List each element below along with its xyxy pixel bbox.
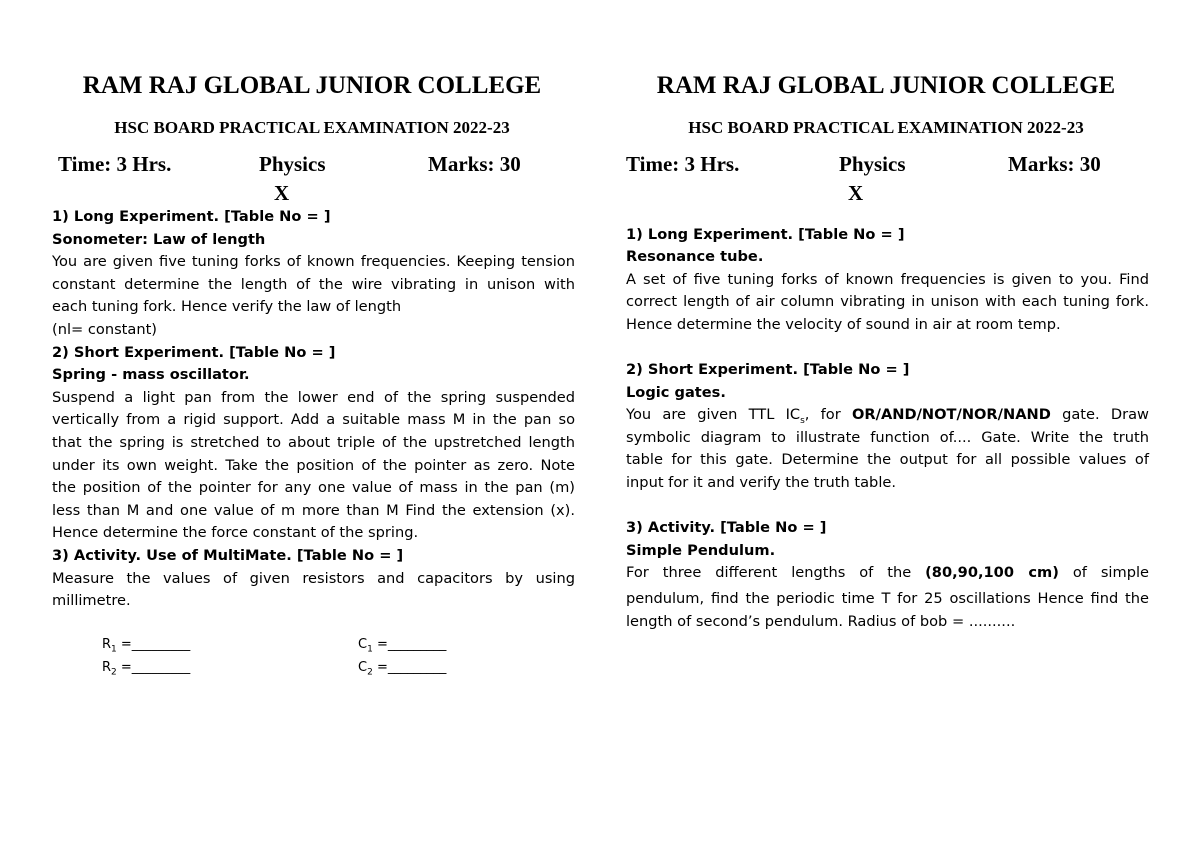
q1-title: Resonance tube. — [626, 248, 764, 265]
c2-blank: =_________ — [372, 660, 447, 675]
q3-text-part: of simple — [1058, 564, 1149, 581]
subject-mark-x: X — [848, 181, 864, 205]
q3-heading-part: . [Table No = ] — [286, 547, 404, 564]
resistor-r1-field — [102, 637, 190, 655]
college-name: RAM RAJ GLOBAL JUNIOR COLLEGE — [656, 72, 1116, 99]
c1-subscript: 1 — [367, 644, 373, 655]
q3-text-line: length of second’s pendulum. Radius of bob = .......... — [626, 613, 1016, 630]
q1-heading: 1) Long Experiment. [Table No = ] — [626, 226, 905, 243]
subject-label: Physics — [259, 152, 326, 176]
q2-title: Logic gates. — [626, 384, 726, 401]
exam-title: HSC BOARD PRACTICAL EXAMINATION 2022-23 — [688, 118, 1084, 137]
q2-text-line: table for this gate. Determine the output for all possible values of — [626, 451, 1149, 468]
q3-heading — [52, 545, 403, 568]
marks-label: Marks: 30 — [428, 152, 521, 176]
q2-text-line: less than M and one value of m more than M Find the extension (x). — [52, 502, 575, 519]
q2-text-part: You are given TTL IC — [626, 406, 801, 423]
r1-label: R — [102, 637, 112, 652]
college-name: RAM RAJ GLOBAL JUNIOR COLLEGE — [82, 72, 542, 99]
q2-text-line: Hence determine the force constant of the spring. — [52, 524, 419, 541]
c2-label: C — [358, 660, 368, 675]
q1-title: Sonometer: Law of length — [52, 231, 266, 248]
q2-text-line: under its own weight. Take the position of the pointer as zero. Note — [52, 457, 575, 474]
q2-text-line: Suspend a light pan from the lower end of the spring suspended — [52, 389, 575, 406]
q3-heading: 3) Activity. [Table No = ] — [626, 519, 827, 536]
gate-list: OR/AND/NOT/NOR/NAND — [851, 406, 1051, 423]
q1-text-line: Hence determine the velocity of sound in air at room temp. — [626, 316, 1061, 333]
time-label: Time: 3 Hrs. — [58, 152, 172, 176]
q3-text-line: pendulum, find the periodic time T for 25 oscillations Hence find the — [626, 590, 1149, 607]
subject-mark-x: X — [274, 181, 290, 205]
exam-title: HSC BOARD PRACTICAL EXAMINATION 2022-23 — [114, 118, 510, 137]
resistor-r2-field — [102, 660, 190, 678]
c2-subscript: 2 — [367, 667, 373, 678]
r2-subscript: 2 — [111, 667, 117, 678]
capacitor-c1-field — [358, 637, 446, 655]
capacitor-c2-field — [358, 660, 446, 678]
q2-heading: 2) Short Experiment. [Table No = ] — [52, 344, 336, 361]
subject-label: Physics — [839, 152, 906, 176]
q3-text-line — [626, 562, 1149, 585]
q3-title: Simple Pendulum. — [626, 542, 776, 559]
q2-text-part: , for — [804, 406, 852, 423]
marks-label: Marks: 30 — [1008, 152, 1101, 176]
r1-subscript: 1 — [111, 644, 117, 655]
q3-text-line: Measure the values of given resistors and capacitors by using — [52, 570, 575, 587]
q2-heading: 2) Short Experiment. [Table No = ] — [626, 361, 910, 378]
q2-title: Spring - mass oscillator. — [52, 366, 250, 383]
time-label: Time: 3 Hrs. — [626, 152, 740, 176]
q1-text-line: constant determine the length of the wire vibrating in unison with — [52, 276, 575, 293]
q3-heading-part: 3) Activity. Use of MultiMate — [52, 547, 287, 564]
r1-blank: =_________ — [116, 637, 191, 652]
r2-blank: =_________ — [116, 660, 191, 675]
q3-text-line: millimetre. — [52, 592, 131, 609]
c1-label: C — [358, 637, 368, 652]
q2-text-line: the position of the pointer for any one value of mass in the pan (m) — [52, 479, 575, 496]
q2-text-line: input for it and verify the truth table. — [626, 474, 896, 491]
q3-text-part: For three different lengths of the — [626, 564, 926, 581]
c1-blank: =_________ — [372, 637, 447, 652]
q1-text-line: (nl= constant) — [52, 321, 157, 338]
q1-text-line: You are given five tuning forks of known frequencies. Keeping tension — [52, 253, 575, 270]
q2-text-part: gate. Draw — [1050, 406, 1149, 423]
q1-text-line: A set of five tuning forks of known frequencies is given to you. Find — [626, 271, 1149, 288]
q1-text-line: correct length of air column vibrating in unison with each tuning fork. — [626, 293, 1149, 310]
q1-heading: 1) Long Experiment. [Table No = ] — [52, 208, 331, 225]
r2-label: R — [102, 660, 112, 675]
ic-subscript: s — [800, 415, 805, 426]
q2-text-line: symbolic diagram to illustrate function of.... Gate. Write the truth — [626, 429, 1149, 446]
q2-text-line: vertically from a rigid support. Add a suitable mass M in the pan so — [52, 411, 575, 428]
q1-text-line: each tuning fork. Hence verify the law of length — [52, 298, 402, 315]
q2-text-line: that the spring is stretched to about triple of the upstretched length — [52, 434, 575, 451]
lengths-list: (80,90,100 cm) — [925, 564, 1059, 581]
